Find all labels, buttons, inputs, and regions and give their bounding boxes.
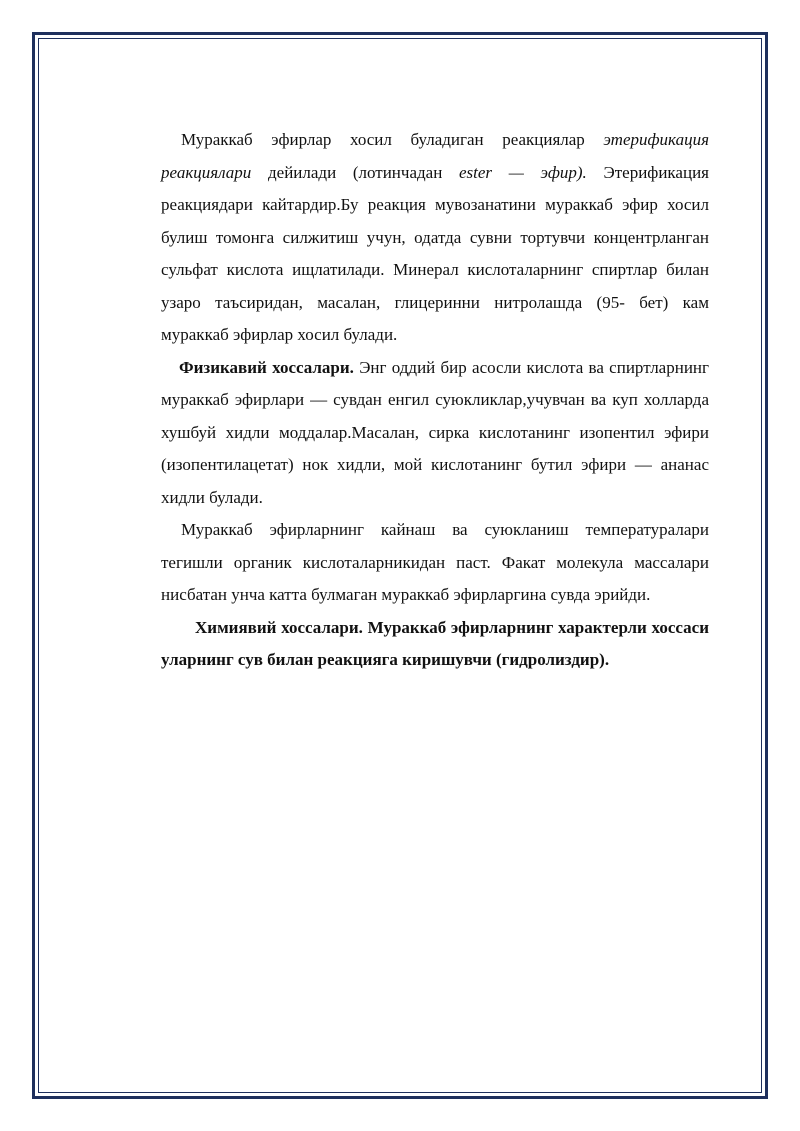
paragraph-text: Мураккаб эфирларнинг кайнаш ва суюкланиш температуралари тегишли органик кислоталарникидан паст. Факат молекула массалари нисбатан унча катта булмаган мураккаб эфирларгина сувда эрийди. (161, 520, 709, 604)
term-ester-latin: ester — эфир). (459, 162, 587, 182)
section-heading-chemical: Химиявий хоссалари. Мураккаб эфирларнинг характерли хоссаси уларнинг сув билан реакцияга киришувчи (гидролиздир). (161, 617, 709, 669)
paragraph-text: дейилади (лотинчадан (251, 162, 459, 182)
paragraph-physical-properties (161, 352, 709, 515)
paragraph-text: Мураккаб эфирлар хосил буладиган реакциялар (181, 130, 604, 149)
paragraph-chemical-properties (161, 612, 709, 677)
term-esterification: этерификация реакциялари (161, 130, 709, 182)
document-body (161, 124, 709, 677)
section-heading-physical: Физикавий хоссалари. (179, 357, 354, 377)
paragraph-boiling-melting (161, 514, 709, 612)
paragraph-text: Энг оддий бир асосли кислота ва спиртларнинг мураккаб эфирлари — сувдан енгил суюкликлар,учувчан ва куп холларда хушбуй хидли моддалар.Масалан, сирка кислотанинг изопентил эфири (изопентилацетат) нок хидли, мой кислотанинг бутил эфири — ананас хидли булади. (161, 357, 709, 507)
paragraph-esterification (161, 124, 709, 352)
paragraph-text: Этерификация реакциядари кайтардир.Бу реакция мувозанатини мураккаб эфир хосил булиш томонга силжитиш учун, одатда сувни тортувчи концентрланган сульфат кислота ищлатилади. Минерал кислоталарнинг спиртлар билан узаро таъсиридан, масалан, глицеринни нитролашда (95- бет) кам мураккаб эфирлар хосил булади. (161, 162, 709, 344)
